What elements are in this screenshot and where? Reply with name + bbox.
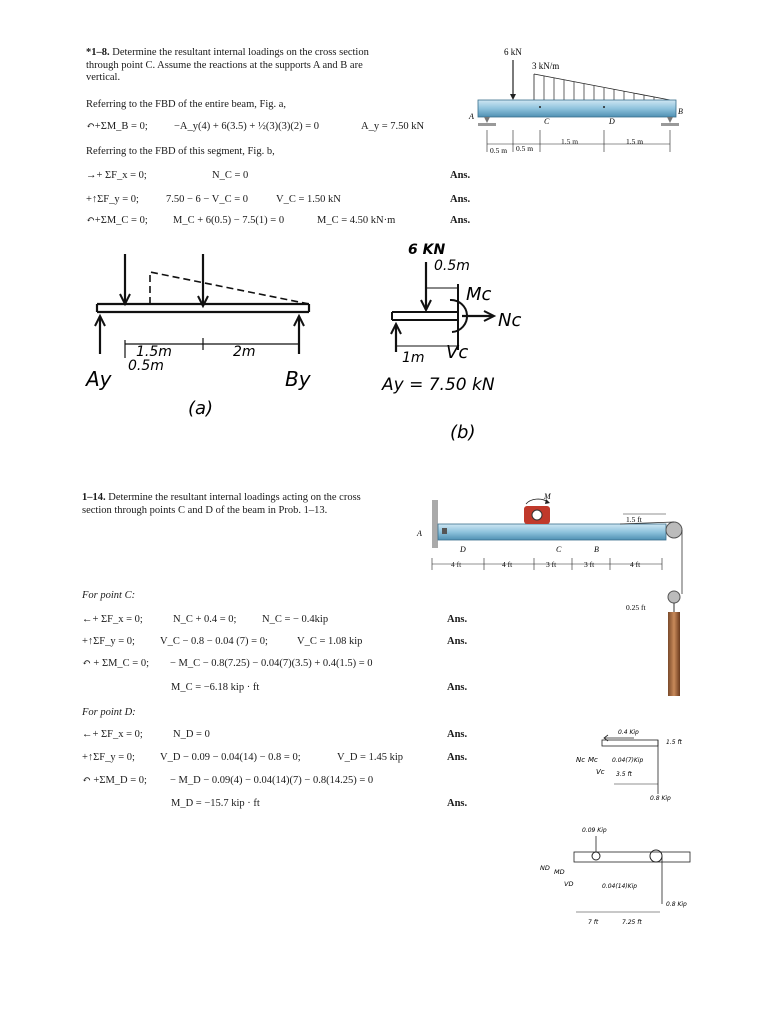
- dim-label: 0.5 m: [490, 146, 508, 155]
- moment-Mc: Mc: [466, 284, 492, 305]
- dim-label: 1.5 ft: [666, 739, 682, 746]
- dim-label: 0.5 m: [516, 144, 534, 153]
- force-label: 0.4 Kip: [618, 729, 639, 736]
- reaction-Ay: Ay = 7.50 kN: [382, 375, 495, 395]
- problem-1-8-statement: [86, 47, 376, 85]
- ans-label: Ans.: [450, 215, 471, 226]
- ans-label: Ans.: [450, 170, 471, 181]
- label-C: C: [544, 117, 550, 126]
- ans-label: Ans.: [447, 729, 468, 740]
- load-label: 0.04(14)Kip: [602, 883, 638, 890]
- eq-row-eq: N_D = 0: [173, 729, 210, 740]
- fbd-figure-a: [80, 248, 320, 428]
- moment-result: M_C = −6.18 kip · ft: [171, 682, 260, 693]
- ans-label: Ans.: [450, 194, 471, 205]
- ans-label: Ans.: [447, 682, 468, 693]
- dim-label: 0.5m: [434, 258, 470, 274]
- label-D: D: [460, 545, 466, 554]
- eq-row-lhs: +↑ΣF_y = 0;: [82, 636, 135, 647]
- normal-Nc: Nc: [498, 310, 522, 331]
- segment-intro: Referring to the FBD of this segment, Fig. b,: [86, 146, 275, 157]
- eq-row-lhs: ←+ ΣF_x = 0;: [82, 614, 143, 625]
- moment-result: M_D = −15.7 kip · ft: [171, 798, 260, 809]
- problem-1-14-statement: [82, 492, 364, 517]
- dim-label: 2m: [233, 344, 256, 360]
- eq-row-lhs: ↶ +ΣM_D = 0;: [82, 775, 147, 786]
- intro-text: Referring to the FBD of the entire beam, Fig. a,: [86, 99, 287, 110]
- eq-row-result: V_D = 1.45 kip: [337, 752, 404, 763]
- load-point-label: 6 kN: [504, 47, 522, 57]
- point-d-label: For point D:: [82, 707, 136, 718]
- dim-label: 3.5 ft: [616, 771, 632, 778]
- dim-label: 1.5m: [136, 344, 172, 360]
- moment-result: A_y = 7.50 kN: [361, 121, 425, 132]
- beam-figure-1-8: [466, 40, 696, 160]
- eq-row-result: N_C = − 0.4kip: [262, 614, 329, 625]
- moment-equation: −A_y(4) + 6(3.5) + ½(3)(3)(2) = 0: [174, 121, 319, 132]
- label-C: C: [556, 545, 562, 554]
- shear-V: Vc: [596, 768, 605, 776]
- problem-number: 1–14.: [82, 492, 106, 503]
- eq-row-eq: V_C − 0.8 − 0.04 (7) = 0;: [160, 636, 268, 647]
- force-label: 0.09 Kip: [582, 827, 607, 834]
- dim-label: 1m: [402, 350, 425, 366]
- ans-label: Ans.: [447, 614, 468, 625]
- dim-label: 4 ft: [630, 560, 641, 569]
- shear-V: VD: [564, 880, 574, 888]
- force-label: 0.8 Kip: [666, 901, 687, 908]
- ans-label: Ans.: [447, 798, 468, 809]
- eq-row-lhs: ↶+ΣM_C = 0;: [86, 215, 148, 226]
- figure-caption-b: (b): [450, 422, 476, 443]
- eq-row-result: V_C = 1.50 kN: [276, 194, 341, 205]
- reaction-By: By: [285, 367, 311, 391]
- moment-M: MD: [554, 868, 565, 876]
- eq-row-result: M_C = 4.50 kN·m: [317, 215, 396, 226]
- label-B: B: [678, 107, 683, 116]
- problem-number: *1–8.: [86, 47, 110, 58]
- statement-text: Determine the resultant internal loadings acting on the cross section through points C and D of the beam in Prob. 1–13.: [82, 492, 361, 516]
- fbd-figure-b: [380, 240, 530, 450]
- eq-row-lhs: →+ ΣF_x = 0;: [86, 170, 147, 181]
- label-M: M: [544, 492, 551, 501]
- eq-row-lhs: ↶ + ΣM_C = 0;: [82, 658, 150, 669]
- dim-label: 4 ft: [451, 560, 462, 569]
- beam-figure-1-14: [414, 490, 714, 706]
- dim-label: 1.5 m: [626, 137, 644, 146]
- point-c-label: For point C:: [82, 590, 136, 601]
- dim-label: 7 ft: [588, 919, 599, 926]
- eq-row-eq: − M_C − 0.8(7.25) − 0.04(7)(3.5) + 0.4(1.5) = 0: [170, 658, 373, 669]
- fbd-point-c: [574, 724, 704, 804]
- eq-row-eq: 7.50 − 6 − V_C = 0: [166, 194, 249, 205]
- eq-row-lhs: +↑ΣF_y = 0;: [86, 194, 139, 205]
- dim-label: 1.5 ft: [626, 515, 642, 524]
- eq-row-lhs: +↑ΣF_y = 0;: [82, 752, 135, 763]
- dim-label: 0.25 ft: [626, 603, 646, 612]
- moment-M: Mc: [588, 756, 598, 764]
- normal-N: ND: [540, 864, 550, 872]
- eq-row-eq: M_C + 6(0.5) − 7.5(1) = 0: [173, 215, 285, 226]
- dim-label: 1.5 m: [561, 137, 579, 146]
- force-label: 0.8 Kip: [650, 795, 671, 802]
- eq-row-result: V_C = 1.08 kip: [297, 636, 363, 647]
- eq-row-eq: V_D − 0.09 − 0.04(14) − 0.8 = 0;: [160, 752, 301, 763]
- figure-caption-a: (a): [188, 398, 214, 419]
- eq-row-lhs: ←+ ΣF_x = 0;: [82, 729, 143, 740]
- normal-N: Nc: [576, 756, 586, 764]
- statement-text: Determine the resultant internal loadings on the cross section through point C. Assume the reactions at the supports A and B are vertical.: [86, 47, 369, 83]
- dim-label: 0.5m: [128, 358, 164, 374]
- reaction-Ay: Ay: [86, 367, 112, 391]
- ans-label: Ans.: [447, 752, 468, 763]
- dim-label: 7.25 ft: [622, 919, 642, 926]
- load-label: 6 KN: [408, 242, 446, 258]
- load-label: 0.04(7)Kip: [612, 757, 644, 764]
- moment-lhs: ↶+ΣM_B = 0;: [86, 121, 148, 132]
- label-A: A: [417, 529, 422, 538]
- dim-label: 3 ft: [584, 560, 595, 569]
- ans-label: Ans.: [447, 636, 468, 647]
- fbd-point-d: [540, 822, 720, 932]
- dim-label: 3 ft: [546, 560, 557, 569]
- dim-label: 4 ft: [502, 560, 513, 569]
- eq-row-eq: N_C + 0.4 = 0;: [173, 614, 237, 625]
- label-D: D: [609, 117, 615, 126]
- label-B: B: [594, 545, 599, 554]
- eq-row-eq: − M_D − 0.09(4) − 0.04(14)(7) − 0.8(14.25) = 0: [170, 775, 374, 786]
- eq-row-eq: N_C = 0: [212, 170, 249, 181]
- dist-load-label: 3 kN/m: [532, 61, 560, 71]
- label-A: A: [469, 112, 474, 121]
- shear-Vc: Vc: [446, 342, 469, 363]
